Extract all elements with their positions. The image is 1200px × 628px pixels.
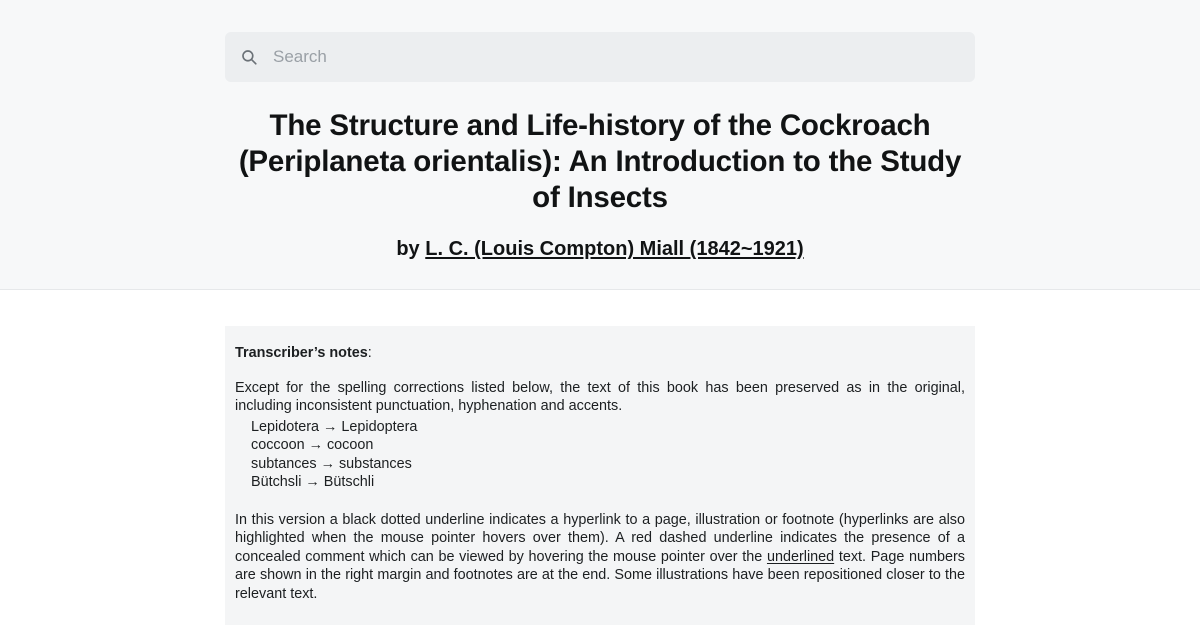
- list-item: Bütchsli → Bütschli: [251, 474, 375, 490]
- search-icon: [239, 47, 259, 67]
- transcriber-notes-inner: [235, 344, 965, 603]
- corrections-list: [235, 418, 965, 492]
- underlined-sample-link[interactable]: underlined: [766, 548, 835, 565]
- list-item: coccoon → cocoon: [251, 437, 374, 453]
- author-link[interactable]: L. C. (Louis Compton) Miall (1842~1921): [425, 238, 804, 260]
- header-band: [0, 0, 1200, 290]
- transcriber-notes-heading: [235, 344, 965, 363]
- notes-section: [0, 290, 1200, 625]
- notes-intro-paragraph: Except for the spelling corrections listed below, the text of this book has been preserved as in the original, including inconsistent punctuation, hyphenation and accents.: [235, 379, 965, 414]
- transcriber-notes-heading-label: Transcriber’s notes: [235, 345, 368, 361]
- transcriber-notes-box: [225, 326, 975, 625]
- search-input[interactable]: [271, 32, 961, 82]
- search-bar[interactable]: [225, 32, 975, 82]
- header-container: [225, 32, 975, 261]
- list-item: Lepidotera → Lepidoptera: [251, 418, 418, 435]
- transcriber-notes-heading-colon: :: [367, 345, 372, 361]
- notes-body-before-link: In this version a black dotted underline indicates a hyperlink to a page, illustration or footnote (hyperlinks are also highlighted when the mouse pointer hovers over them). A red dashed underline indicates the presence of a concealed comment which can be viewed by hovering the mouse pointer over the: [235, 511, 965, 565]
- notes-body-paragraph: [235, 511, 965, 604]
- list-item: subtances → substances: [251, 455, 412, 472]
- notes-body-after-link: text. Page numbers are shown in the right margin and footnotes are at the end. Some illustrations have been repositioned closer to the relevant text.: [235, 548, 965, 602]
- byline-prefix: by: [396, 238, 426, 260]
- byline: [225, 238, 975, 261]
- page-title: The Structure and Life-history of the Cockroach (Periplaneta orientalis): An Introduction to the Study of Insects: [238, 109, 962, 214]
